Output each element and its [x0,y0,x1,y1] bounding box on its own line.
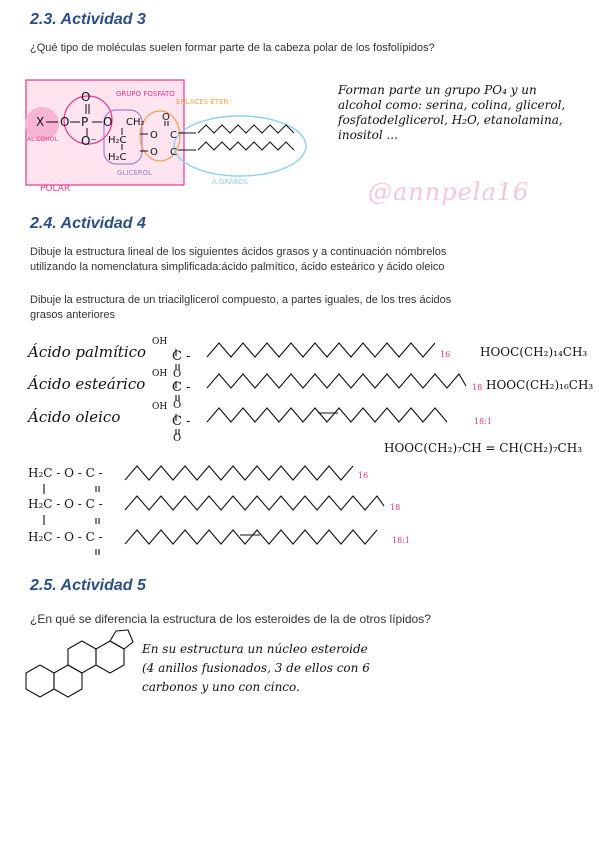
svg-text:CH₂: CH₂ [126,117,145,128]
steroid-nucleus [26,630,133,697]
oxygen-1: O [173,369,182,380]
carbon-3: C - [172,414,191,429]
tg-row-2: H₂C - O - C - [28,497,103,511]
oxygen-2: O [173,400,182,411]
svg-text:O: O [150,147,158,158]
instructions-2-line-1: Dibuje la estructura de un triacilglicerol compuesto, a partes iguales, de los tres ácidos [30,294,452,306]
svg-text:P: P [81,115,89,129]
label-a-grasos: A.GRASOS [212,178,249,186]
tg-row-1: H₂C - O - C - [28,466,103,480]
oh-label-1: OH [152,337,168,347]
answer-line-1: Forman parte un grupo PO₄ y un [338,83,537,97]
answer-line-3: fosfatodelglicerol, H₂O, etanolamina, [338,113,563,127]
tag-oleic: 18:1 [474,417,492,426]
label-polar: POLAR [40,184,71,194]
formula-oleic: HOOC(CH₂)₇CH = CH(CH₂)₇CH₃ [384,441,583,455]
acid-name-oleic: Ácido oleico [28,408,121,426]
watermark: @annpela16 [368,178,530,206]
instructions-2-line-2: grasos anteriores [30,309,115,321]
answer-5-line-1: En su estructura un núcleo esteroide [142,642,368,656]
section-title-activity-4: 2.4. Actividad 4 [30,215,146,232]
svg-text:X: X [36,115,45,129]
section-title-activity-5: 2.5. Actividad 5 [30,577,146,594]
label-enlaces-eter: ENLACES ÉTER [176,98,229,106]
svg-text:O: O [150,130,158,141]
answer-activity-5 [142,640,370,697]
question-activity-3: ¿Qué tipo de moléculas suelen formar parte de la cabeza polar de los fosfolípidos? [30,42,435,54]
formula-stearic: HOOC(CH₂)₁₆CH₃ [486,378,594,392]
acid-name-stearic: Ácido esteárico [28,375,146,393]
instructions-1-line-2: utilizando la nomenclatura simplificada:ácido palmítico, ácido esteárico y ácido oleico [30,261,445,273]
oh-label-3: OH [152,402,168,412]
label-glicerol: GLICEROL [117,169,152,177]
tag-palmitic: 16 [440,350,451,359]
tg-row-3: H₂C - O - C - [28,530,103,544]
question-activity-5: ¿En qué se diferencia la estructura de los esteroides de la de otros lípidos? [30,612,431,626]
svg-text:O: O [60,115,70,129]
acid-name-palmitic: Ácido palmítico [28,343,147,361]
label-alcohol: AL.COHOL [27,136,58,143]
instructions-1-line-1: Dibuje la estructura lineal de los siguientes ácidos grasos y a continuación nómbrelos [30,246,447,258]
carbon-1: C - [172,349,191,364]
answer-activity-3 [338,83,565,143]
formula-palmitic: HOOC(CH₂)₁₄CH₃ [480,345,588,359]
svg-text:C: C [170,147,177,158]
svg-text:O: O [81,90,91,104]
answer-line-4: inositol ... [338,128,398,142]
label-grupo-fosfato: GRUPO FOSFATO [116,90,175,98]
answer-5-line-3: carbonos y uno con cinco. [142,680,300,694]
svg-text:O⁻: O⁻ [81,134,97,148]
oh-label-2: OH [152,369,168,379]
tg-tag-1: 16 [358,471,369,480]
svg-text:C: C [170,130,177,141]
oxygen-3: O [173,433,182,444]
answer-5-line-2: (4 anillos fusionados, 3 de ellos con 6 [142,661,370,675]
instructions-1 [30,245,446,275]
tg-tag-2: 18 [390,503,401,512]
answer-line-2: alcohol como: serina, colina, glicerol, [338,98,566,112]
tag-stearic: 18 [472,383,483,392]
section-title-activity-3: 2.3. Actividad 3 [30,11,146,28]
tg-tag-3: 18:1 [392,536,410,545]
svg-text:O: O [103,115,113,129]
instructions-2 [30,293,451,323]
svg-text:H₂C: H₂C [108,152,127,163]
carbon-2: C - [172,380,191,395]
svg-text:H₂C: H₂C [108,135,127,146]
svg-text:O: O [162,112,170,123]
